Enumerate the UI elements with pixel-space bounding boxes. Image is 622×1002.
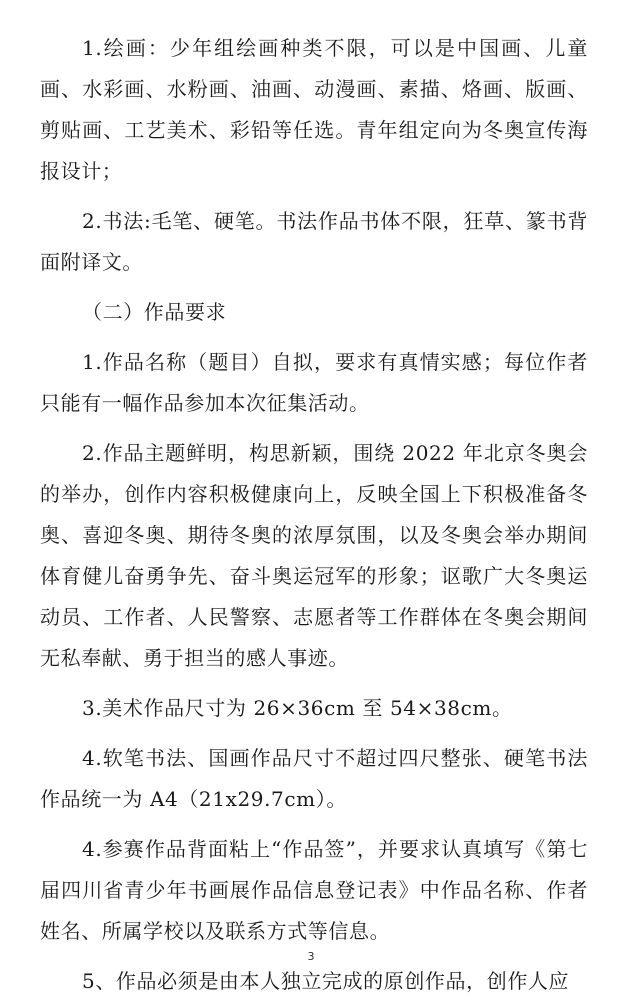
document-body — [40, 28, 588, 1002]
paragraph-theme: 2.作品主题鲜明，构思新颖，围绕 2022 年北京冬奥会的举办，创作内容积极健康向上，反映全国上下积极准备冬奥、喜迎冬奥、期待冬奥的浓厚氛围，以及冬奥会举办期间体育健儿奋勇争先、奋斗奥运冠军的形象；讴歌广大冬奥运动员、工作者、人民警察、志愿者等工作群体在冬奥会期间无私奉献、勇于担当的感人事迹。 — [40, 441, 588, 670]
paragraph-calligraphy: 2.书法:毛笔、硬笔。书法作品书体不限，狂草、篆书背面附译文。 — [40, 209, 588, 274]
section-heading-requirements: （二）作品要求 — [82, 300, 227, 324]
paragraph-originality: 5、作品必须是由本人独立完成的原创作品，创作人应 — [82, 969, 570, 993]
paragraph-painting: 1.绘画：少年组绘画种类不限，可以是中国画、儿童画、水彩画、水粉画、油画、动漫画、素描、烙画、版画、剪贴画、工艺美术、彩铅等任选。青年组定向为冬奥宣传海报设计； — [40, 36, 588, 183]
paragraph-title-rule: 1.作品名称（题目）自拟，要求有真情实感；每位作者只能有一幅作品参加本次征集活动。 — [40, 350, 588, 415]
paragraph-calligraphy-size: 4.软笔书法、国画作品尺寸不超过四尺整张、硬笔书法作品统一为 A4（21x29.7cm）。 — [40, 746, 588, 811]
page-number: 3 — [307, 950, 315, 963]
paragraph-label: 4.参赛作品背面粘上“作品签”，并要求认真填写《第七届四川省青少年书画展作品信息登记表》中作品名称、作者姓名、所属学校以及联系方式等信息。 — [40, 837, 588, 943]
paragraph-art-size: 3.美术作品尺寸为 26×36cm 至 54×38cm。 — [82, 696, 513, 720]
